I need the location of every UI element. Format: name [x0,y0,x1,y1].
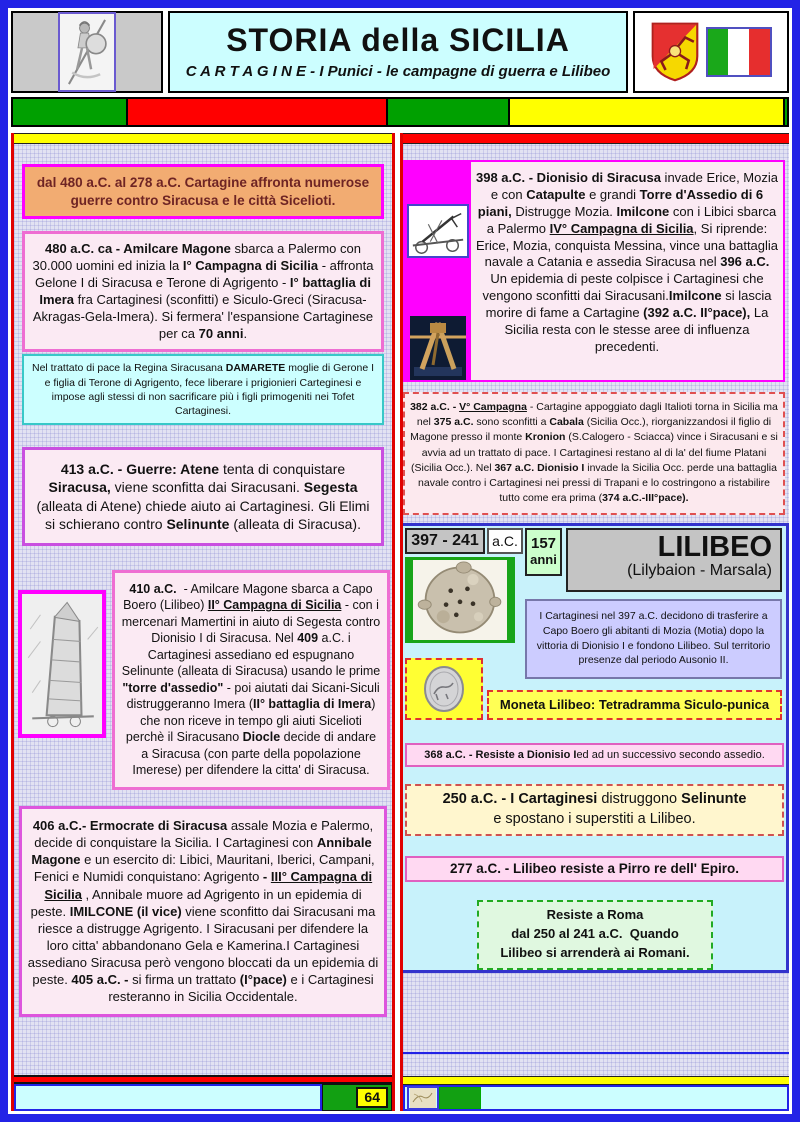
block-250-text: 250 a.C. - I Cartaginesi distruggono Selinunte e spostano i superstiti a Lilibeo. [442,790,747,827]
page-number: 64 [356,1087,388,1108]
footer-green-box [322,1084,392,1111]
old-map-icon [409,1088,437,1108]
catapult-model-photo-icon [410,316,466,380]
block-410-text: 410 a.C. - Amilcare Magone sbarca a Capo Boero (Lilibeo) II° Campagna di Sicilia - con i mercenari Mamertini in aiuto di Segesta contro Dionisio I di Siracusa. Nel 409 a.C. i Cartaginesi assediano ed espugnano Selinunte (alleata di Siracusa) usando le prime "torre d'assedio" - poi aiutati dai Sicani-Siculi distruggeranno Imera (II° battaglia di Imera) che non riceve in tempo gli aiuti Sicelioti perchè il Siracusano Diocle decide di andare a Siracusa (con parte della popolazione Imerese) per difendere la citta' di Siracusa. [121,581,381,778]
coin-caption-strip: Moneta Lilibeo: Tetradramma Siculo-punica [487,690,782,720]
block-410 [112,570,390,790]
flag-green-band [708,29,729,75]
punic-warrior-icon [61,15,113,89]
page-title: STORIA della SICILIA [226,21,570,58]
coin-box [405,658,483,720]
lilibeo-section [403,523,789,973]
warrior-image-frame [58,12,116,92]
footer-cyan-bar [14,1084,322,1111]
page-header [11,11,789,93]
founding-note [525,599,782,679]
catapult-image-strip [405,162,471,380]
italy-flag-icon [706,27,772,77]
siege-sketch-figure [18,590,106,738]
flag-red-band [749,29,770,75]
map-thumbnail-frame [407,1086,439,1110]
note-damarete-text: Nel trattato di pace la Regina Siracusana DAMARETE moglie di Gerone I e figlia di Terone di Agrigento, fece liberare i prigionieri Carteginesi e impose agli stessi di non sacrificare più i figli primogeniti nei Tofet Cartaginesi. [32,362,374,417]
row-410 [18,570,390,790]
timeline-segment-red [126,99,388,125]
title-panel [168,11,628,93]
duration-unit: anni [530,551,557,567]
right-footer-bar [403,1085,789,1111]
catapult-sketch-icon [409,206,467,256]
tetradramma-coin-icon [422,664,466,714]
block-413-text: 413 a.C. - Guerre: Atene tenta di conquistare Siracusa, viene sconfitta dai Siracusani. Segesta (alleata di Atene) chiede aiuto ai Cartaginesi. Gli Elimi si schierano contro Selinunte (alleata di Siracusa). [36,461,370,532]
red-strip-top-right [403,133,789,144]
block-398-text: 398 a.C. - Dionisio di Siracusa invade Erice, Mozia e con Catapulte e grandi Torre d'Assedio di 6 piani, Distrugge Mozia. Imilcone con i Libici sbarca a Palermo IV° Campagna di Sicilia, Si riprende: Erice, Mozia, conquista Messina, vince una battaglia navale a Catania e assedia Siracusa nel 396 a.C. Un epidemia di peste colpisce i Cartaginesi che vengono sconfitti dai Siracusani.Imilcone si lascia morire di fame a Cartagine (392 a.C. II°pace), La Sicilia resta con le stesse aree di influenza precedenti. [471,162,783,380]
left-footer [14,1075,392,1111]
lilibeo-years-box: 397 - 241 [405,528,485,554]
block-406-text: 406 a.C.- Ermocrate di Siracusa assale Mozia e Palermo, decide di conquistare la Sicilia. I Cartaginesi con Annibale Magone e un esercito di: Libici, Mauritani, Iberici, Campani, Fenici e Numidi conquistano: Agrigento - III° Campagna di Sicilia , Annibale muore ad Agrigento in un epidemia di peste. IMILCONE (il vice) viene sconfitto dai Siracusani ma riesce a distrugge Agrigento. I Siracusani per difendere la loro citta' abbandonano Gela e Kamerina.I Cartaginesi assediano Siracusa però vengono bloccati da un epidemia di peste. 405 a.C. - si firma un trattato (I°pace) e i Cartaginesi resteranno in Sicilia Occidentale. [27,817,379,1005]
roma-box-text: Resiste a Roma dal 250 al 241 a.C. Quando Lilibeo si arrenderà ai Romani. [500,907,690,960]
block-250 [405,784,784,836]
intro-block [22,164,384,219]
lilibeo-clay-disc-icon [414,561,506,639]
block-382 [403,392,785,515]
left-footer-bar [14,1084,392,1111]
artifact-photo-frame [413,560,507,640]
note-damarete [22,354,384,425]
block-480 [22,231,384,352]
siege-tower-sketch-icon [22,594,102,734]
content-columns [11,133,789,1111]
right-footer [403,1052,789,1111]
right-column [400,133,789,1111]
lilibeo-subtitle: (Lilybaion - Marsala) [627,561,772,579]
roma-box [477,900,713,970]
block-413 [22,447,384,546]
warrior-panel [11,11,163,93]
yellow-strip-bottom-right [403,1076,789,1085]
founding-note-text: I Cartaginesi nel 397 a.C. decidono di trasferire a Capo Boero gli abitanti di Mozia (Motia) dopo la vittoria di Dionisio I e fondono Lilibeo. Sul territorio presenze dal periodo Ausonio II. [536,610,771,667]
catapult-model-frame [410,316,466,380]
block-382-text: 382 a.C. - V° Campagna - Cartagine appoggiato dagli Italioti torna in Sicilia ma nel 375 a.C. sono sconfitti a Cabala (Sicilia Occ.), riorganizzandosi il figlio di Magone presso il monte Kronion (S.Calogero - Sciacca) vince i Siracusani e si avvia ad un trattato di pace. I Cartaginesi restano al di la' del fiume Platani (Sicilia Occ.). Nel 367 a.C. Dionisio I invade la Sicilia Occ. perde una battaglia navale contro i Cartaginesi nei pressi di Trapani e lo costringono a ristabilire tutto come era prima (374 a.C.-III°pace). [410,401,778,505]
lilibeo-title-box [566,528,782,592]
block-480-text: 480 a.C. ca - Amilcare Magone sbarca a Palermo con 30.000 uomini ed inizia la I° Campagna di Sicilia - affronta Gelone I di Siracusa e Terone di Agrigento - I° battaglia di Imera fra Cartaginesi (sconfitti) e Siculo-Greci (Siracusa-Akragas-Gela-Imera). Si fermera' l'espansione Cartaginese per ca 70 anni. [32,241,374,341]
left-column [11,133,395,1111]
flag-white-band [728,29,749,75]
block-277: 277 a.C. - Lilibeo resiste a Pirro re dell' Epiro. [405,856,784,882]
lilibeo-title: LILIBEO [657,530,772,563]
lilibeo-era-box: a.C. [487,528,523,554]
timeline-segment-yellow [508,99,785,125]
duration-value: 157 [530,535,557,553]
red-strip-bottom-left [14,1075,392,1084]
block-368: 368 a.C. - Resiste a Dionisio I ed ad un successivo secondo assedio. [405,743,784,767]
page-inner [8,8,792,1114]
block-406 [19,806,387,1017]
lilibeo-duration-box [525,528,562,576]
timeline-bar [11,97,789,127]
intro-text: dal 480 a.C. al 278 a.C. Cartagine affronta numerose guerre contro Siracusa e le città Sicelioti. [36,175,370,208]
artifact-box [405,557,515,643]
catapult-sketch-frame [407,204,469,258]
page-subtitle: C A R T A G I N E - I Punici - le campagne di guerra e Lilibeo [185,63,611,81]
yellow-strip-top-left [14,133,392,144]
trinacria-icon [651,21,699,83]
emblems-panel [633,11,789,93]
block-398 [403,160,785,382]
footer-green-box-right [439,1087,481,1109]
lavender-strip [403,1052,789,1076]
